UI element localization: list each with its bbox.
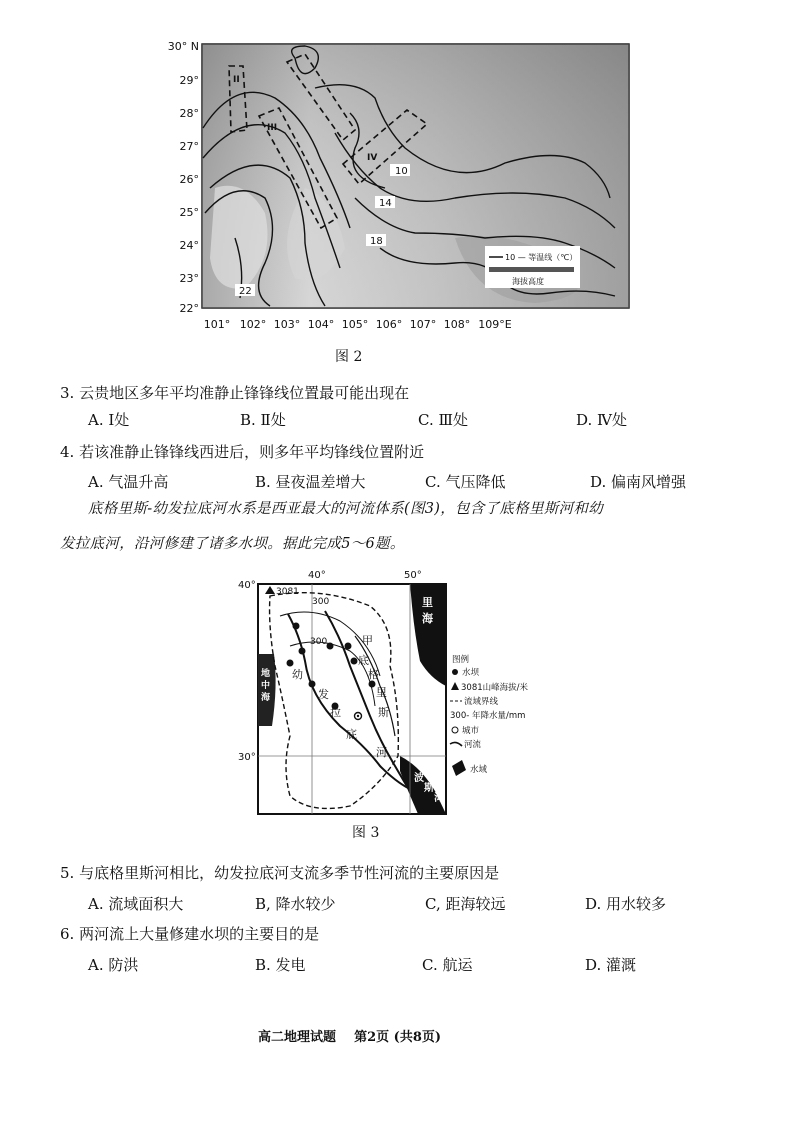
lat-label-30: 30° N [167,40,199,53]
zone-label-iv: IV [367,153,378,163]
svg-text:里: 里 [376,686,387,699]
legend-peak: 3081山峰海拔/米 [461,683,528,693]
svg-text:拉: 拉 [330,706,341,719]
figure-3-map [230,566,530,818]
legend-rainfall: 300- 年降水量/mm [450,711,526,721]
zone-label-ii: II [233,75,240,85]
lon-label-104: 104° [307,318,335,331]
lat-label-40: 40° [238,580,256,591]
rainfall-label-1: 300 [312,597,330,607]
isotherm-label-22: 22 [239,286,252,297]
q6-option-b: B. 发电 [255,956,306,974]
svg-text:河: 河 [376,746,387,759]
lat-label-26: 26° [179,173,199,186]
rainfall-label-2: 300 [310,637,328,647]
climate-map-svg [155,38,650,338]
q3-option-b: B. Ⅱ处 [240,411,286,429]
q6-option-c: C. 航运 [422,956,473,974]
q6-option-d: D. 灌溉 [585,956,637,974]
river-map-svg [230,566,530,818]
legend-boundary: 流域界线 [464,697,499,707]
isotherm-label-18: 18 [370,236,383,247]
gulf-label: 波斯湾 [414,773,444,804]
figure-3-caption: 图 3 [352,825,380,841]
figure-2-map [155,38,650,338]
svg-text:发: 发 [318,688,329,701]
legend-city: 城市 [462,726,480,736]
question-4-stem: 4. 若该准静止锋锋线西进后，则多年平均锋线位置附近 [60,443,425,461]
question-3-stem: 3. 云贵地区多年平均准静止锋锋线位置最可能出现在 [60,384,410,402]
lon-label-103: 103° [273,318,301,331]
q4-option-a: A. 气温升高 [88,473,169,491]
svg-text:甲: 甲 [362,634,373,647]
lon-label-108: 108° [443,318,471,331]
svg-text:底: 底 [346,728,357,741]
q3-option-c: C. Ⅲ处 [418,411,468,429]
lon-label-107: 107° [409,318,437,331]
legend-elevation: 海拔高度 [512,277,544,286]
q4-option-b: B. 昼夜温差增大 [255,473,366,491]
zone-label-iii: III [267,123,278,133]
legend-river: 河流 [464,740,482,750]
lat-label-28: 28° [179,107,199,120]
svg-text:格: 格 [368,668,379,681]
question-6-stem: 6. 两河流上大量修建水坝的主要目的是 [60,925,320,943]
q5-option-c: C, 距海较远 [425,895,506,913]
q3-option-d: D. Ⅳ处 [576,411,628,429]
passage-line-2: 发拉底河，沿河修建了诸多水坝。据此完成5～6题。 [60,536,405,552]
lon-label-109: 109°E [478,318,512,331]
peak-label: 3081 [276,587,299,597]
mediterranean-label: 地中海 [261,669,271,703]
passage-line-1: 底格里斯-幼发拉底河水系是西亚最大的河流体系(图3)，包含了底格里斯河和幼 [88,501,604,517]
lat-label-27: 27° [179,140,199,153]
isotherm-label-10: 10 [395,166,408,177]
lat-label-22: 22° [179,302,199,315]
lat-label-25: 25° [179,206,199,219]
svg-text:底: 底 [358,654,369,667]
lon-label-40: 40° [308,570,326,581]
q5-option-d: D. 用水较多 [585,895,667,913]
lat-label-24: 24° [179,239,199,252]
question-5-stem: 5. 与底格里斯河相比，幼发拉底河支流多季节性河流的主要原因是 [60,864,500,882]
q5-option-b: B, 降水较少 [255,895,336,913]
q6-option-a: A. 防洪 [88,956,139,974]
elevation-scale-bar [489,267,574,272]
svg-text:幼: 幼 [292,668,303,681]
lat-label-30: 30° [238,752,256,763]
figure-2-caption: 图 2 [335,349,363,365]
q5-option-a: A. 流域面积大 [88,895,184,913]
q4-option-d: D. 偏南风增强 [590,473,687,491]
isotherm-label-14: 14 [379,198,392,209]
lon-label-106: 106° [375,318,403,331]
legend-title: 图例 [452,655,470,665]
svg-text:斯: 斯 [378,706,389,719]
lat-label-23: 23° [179,272,199,285]
lon-label-50: 50° [404,570,422,581]
legend-dam: 水坝 [462,668,480,678]
lat-label-29: 29° [179,74,199,87]
legend-water: 水域 [470,765,488,775]
legend-isotherm: 10 — 等温线（℃） [505,253,578,262]
lon-label-101: 101° [203,318,231,331]
caspian-label: 里海 [422,596,433,625]
page-footer: 高二地理试题 第2页 (共8页) [258,1030,442,1045]
q4-option-c: C. 气压降低 [425,473,506,491]
q3-option-a: A. Ⅰ处 [88,411,130,429]
lon-label-102: 102° [239,318,267,331]
lon-label-105: 105° [341,318,369,331]
